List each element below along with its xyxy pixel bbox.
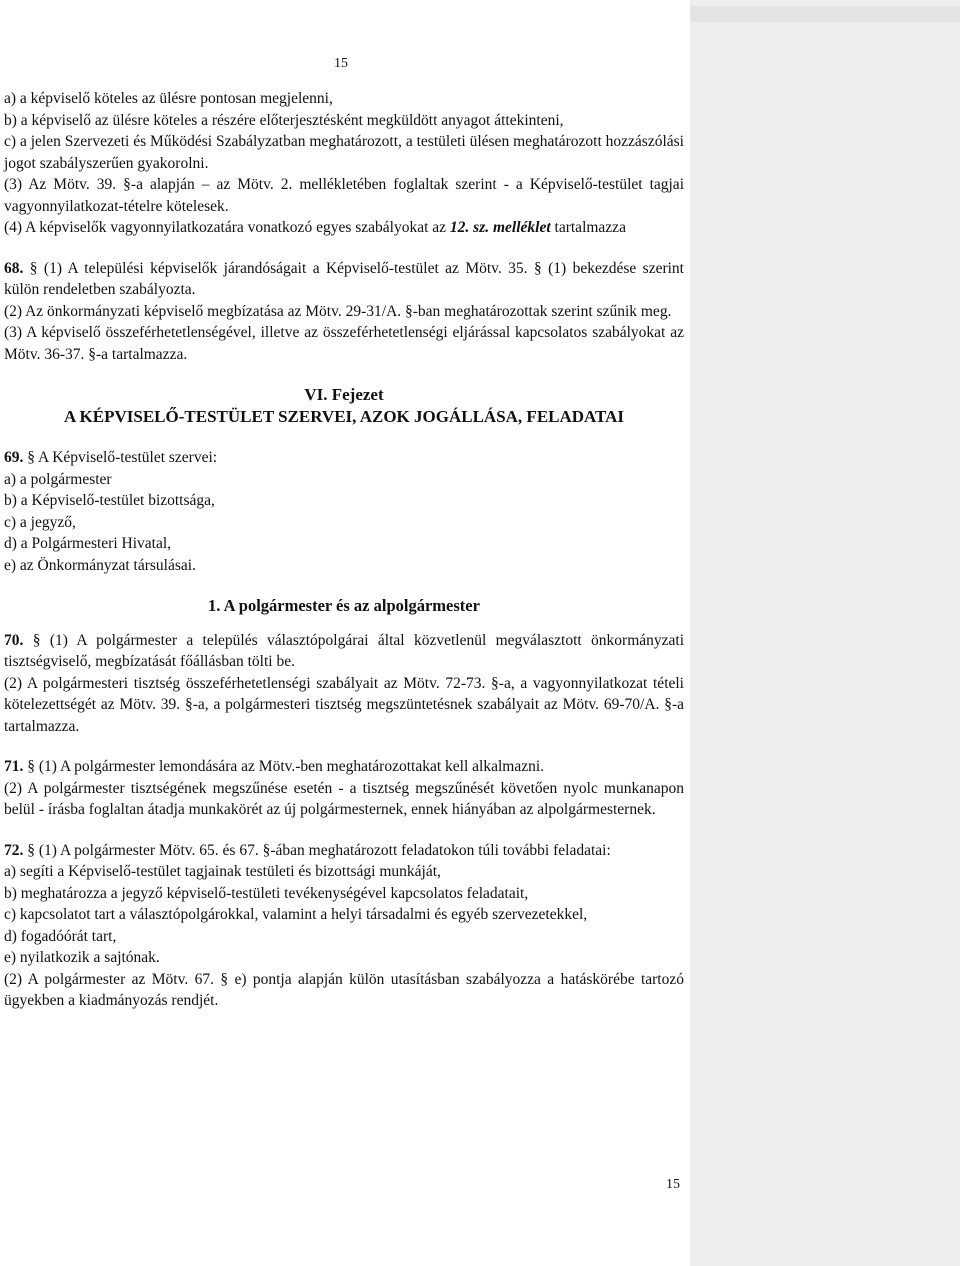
para-4-end: tartalmazza [550,219,626,236]
section-69 [4,447,684,469]
para-4-text: (4) A képviselők vagyonnyilatkozatára vonatkozó egyes szabályokat az [4,219,450,236]
list-item: c) a jegyző, [4,513,76,531]
list-item: e) nyilatkozik a sajtónak. [4,949,160,966]
section-text: § A Képviselő-testület szervei: [23,449,218,466]
list-item: a) a polgármester [4,470,112,488]
document-body [4,88,684,1012]
section-71-1 [4,756,684,778]
para-3: (3) Az Mötv. 39. §-a alapján – az Mötv. 2. mellékletében foglaltak szerint - a Képviselő-testület tagjai vagyonnyilatkozat-tételre kötelesek. [4,176,684,215]
section-number: 72. [4,841,24,859]
section-68-1 [4,258,684,301]
subsection-title: 1. A polgármester és az alpolgármester [208,596,480,615]
section-70-1 [4,630,684,673]
section-text: § (1) A polgármester a település választópolgárai által közvetlenül megválasztott önkormányzati tisztségviselő, megbízatását főállásban tölti be. [4,631,684,670]
section-72-2: (2) A polgármester az Mötv. 67. § e) pontja alapján külön utasításban szabályozza a hatáskörébe tartozó ügyekben a kiadmányozás rendjét. [4,970,684,1009]
comment-pane [690,0,960,1266]
page-number-top: 15 [334,56,348,71]
section-text: § (1) A polgármester Mötv. 65. és 67. §-ában meghatározott feladatokon túli további feladatai: [23,841,611,859]
page-number-bottom: 15 [666,1177,680,1192]
list-item: e) az Önkormányzat társulásai. [4,556,196,574]
section-68-2: (2) Az önkormányzati képviselő megbízatása az Mötv. 29-31/A. §-ban meghatározottak szerint szűnik meg. [4,302,672,320]
section-text: § (1) A polgármester lemondására az Mötv.-ben meghatározottakat kell alkalmazni. [23,758,545,775]
section-70-2: (2) A polgármesteri tisztség összeférhetetlenségi szabályait az Mötv. 72-73. §-a, a vagyonnyilatkozat tételi kötelezettségét az Mötv. 39. §-a, a polgármesteri tisztség megszüntetésnek szabályait az Mötv. 69-70/A. §-a tartalmazza. [4,674,684,735]
chapter-number: VI. Fejezet [304,385,384,404]
list-item: b) meghatározza a jegyző képviselő-testületi tevékenységével kapcsolatos feladatait, [4,884,529,902]
list-item: d) fogadóórát tart, [4,927,117,945]
list-item: d) a Polgármesteri Hivatal, [4,535,172,552]
section-71-2: (2) A polgármester tisztségének megszűnése esetén - a tisztség megszűnését követően nyolc munkanapon belül - írásba foglaltan átadja munkakörét az új polgármesternek, ennek hiányában az alpolgármesternek. [4,779,684,818]
section-number: 70. [4,631,24,649]
section-68-3: (3) A képviselő összeférhetetlenségével, illetve az összeférhetetlenségi eljárással kapcsolatos szabályokat az Mötv. 36-37. §-a tartalmazza. [4,324,684,363]
comment-pane-header [690,6,960,22]
list-item: a) segíti a Képviselő-testület tagjainak testületi és bizottsági munkáját, [4,863,441,880]
section-number: 71. [4,758,24,775]
para-4 [4,217,684,239]
section-number: 69. [4,449,24,466]
section-72-1 [4,840,684,862]
annex-reference: 12. sz. melléklet [449,219,551,236]
list-item: b) a Képviselő-testület bizottsága, [4,492,215,509]
chapter-title: A KÉPVISELŐ-TESTÜLET SZERVEI, AZOK JOGÁLLÁSA, FELADATAI [63,407,625,426]
list-item: c) kapcsolatot tart a választópolgárokkal, valamint a helyi társadalmi és egyéb szervezetekkel, [4,906,588,923]
section-number: 68. [4,259,24,277]
para-a: a) a képviselő köteles az ülésre pontosan megjelenni, [4,90,333,107]
para-c: c) a jelen Szervezeti és Működési Szabályzatban meghatározott, a testületi ülésen meghatározott hozzászólási jogot szabályszerűen gyakorolni. [4,133,684,172]
section-text: § (1) A települési képviselők járandóságait a Képviselő-testület az Mötv. 35. § (1) bekezdése szerint külön rendeletben szabályozta. [4,259,684,298]
para-b: b) a képviselő az ülésre köteles a részére előterjesztésként megküldött anyagot áttekinteni, [4,111,564,129]
